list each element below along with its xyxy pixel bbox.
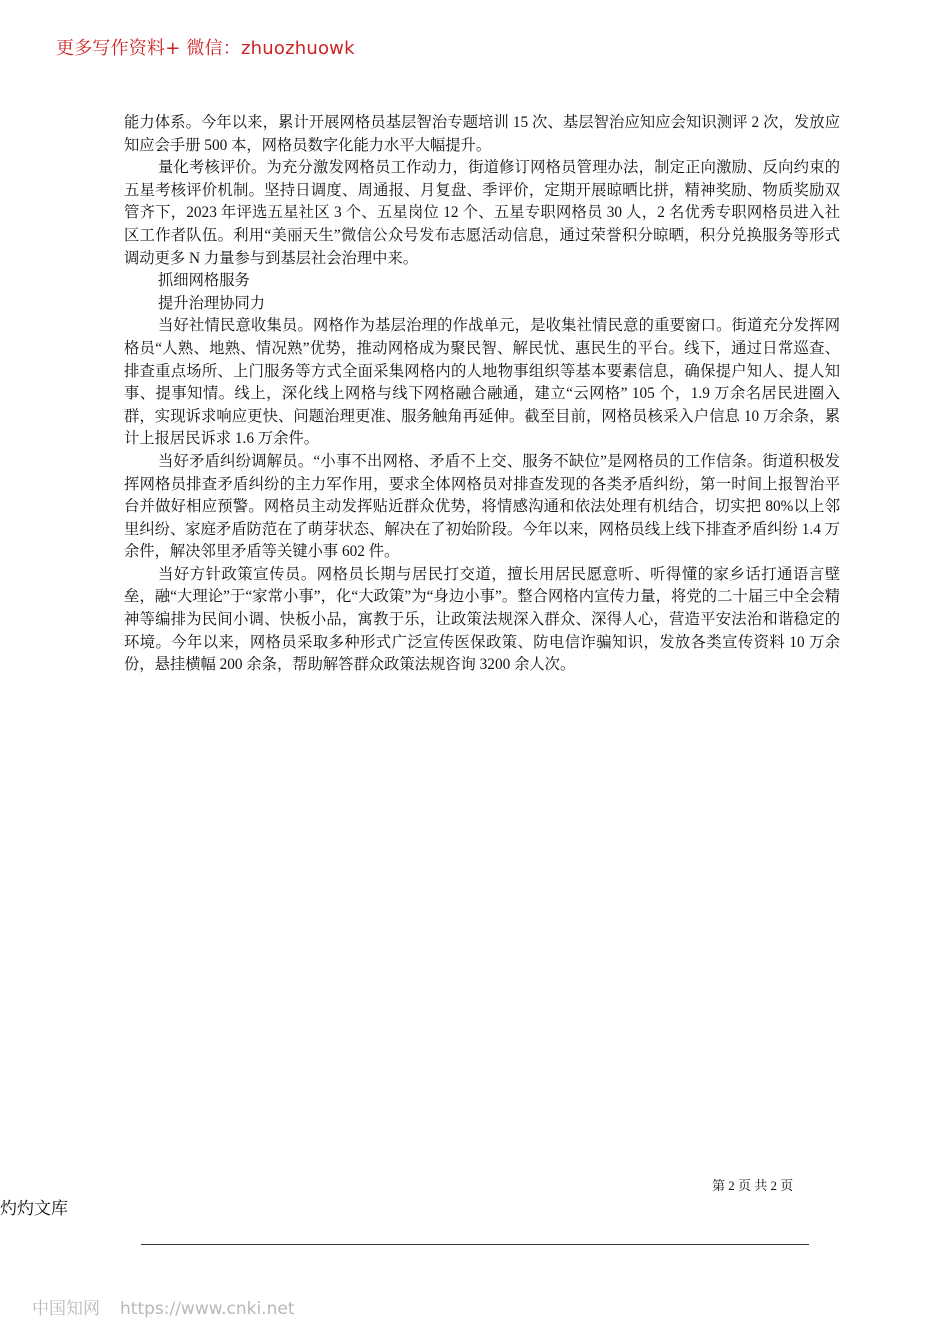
section-heading: 抓细网格服务 (158, 272, 250, 290)
watermark-site-name: 中国知网 (32, 1299, 100, 1319)
library-name: 灼灼文库 (0, 1199, 68, 1219)
paragraph-policy-publicist: 当好方针政策宣传员。网格员长期与居民打交道，擅长用居民愿意听、听得懂的家乡话打通语言壁垒，融“大理论”于“家常小事”，化“大政策”为“身边小事”。整合网格内宣传力量，将党的二十届三中全会精神等编排为民间小调、快板小品，寓教于乐，让政策法规深入群众、深得人心，营造平安法治和谐稳定的环境。今年以来，网格员采取多种形式广泛宣传医保政策、防电信诈骗知识，发放各类宣传资料 10 万余份，悬挂横幅 200 余条，帮助解答群众政策法规咨询 3200 余人次。 (124, 565, 840, 674)
document-body (124, 112, 840, 677)
page-number: 第 2 页 共 2 页 (712, 1178, 794, 1193)
section-subheading: 提升治理协同力 (158, 294, 266, 312)
watermark-url: https://www.cnki.net (120, 1299, 295, 1319)
paragraph-assessment: 量化考核评价。为充分激发网格员工作动力，街道修订网格员管理办法，制定正向激励、反向约束的五星考核评价机制。坚持日调度、周通报、月复盘、季评价，定期开展晾晒比拼，精神奖励、物质奖励双管齐下，2023 年评选五星社区 3 个、五星岗位 12 个、五星专职网格员 30 人，2 名优秀专职网格员进入社区工作者队伍。利用“美丽天生”微信公众号发布志愿活动信息，通过荣誉积分晾晒，积分兑换服务等形式调动更多 N 力量参与到基层社会治理中来。 (124, 159, 840, 267)
promo-banner: 更多写作资料+ 微信：zhuozhuowk (56, 38, 355, 59)
paragraph-opinion-collector: 当好社情民意收集员。网格作为基层治理的作战单元，是收集社情民意的重要窗口。街道充分发挥网格员“人熟、地熟、情况熟”优势，推动网格成为聚民智、解民忧、惠民生的平台。线下，通过日常巡查、排查重点场所、上门服务等方式全面采集网格内的人地物事组织等基本要素信息，确保提户知人、提人知事、提事知情。线上，深化线上网格与线下网格融合融通，建立“云网格” 105 个，1.9 万余名居民进圈入群，实现诉求响应更快、问题治理更准、服务触角再延伸。截至目前，网格员核采入户信息 10 万余条，累计上报居民诉求 1.6 万余件。 (124, 317, 840, 448)
paragraph-continuation: 能力体系。今年以来，累计开展网格员基层智治专题培训 15 次、基层智治应知应会知识测评 2 次，发放应知应会手册 500 本，网格员数字化能力水平大幅提升。 (124, 114, 840, 154)
paragraph-dispute-mediator: 当好矛盾纠纷调解员。“小事不出网格、矛盾不上交、服务不缺位”是网格员的工作信条。街道积极发挥网格员排查矛盾纠纷的主力军作用，要求全体网格员对排查发现的各类矛盾纠纷，第一时间上报智治平台并做好相应预警。网格员主动发挥贴近群众优势，将情感沟通和依法处理有机结合，切实把 80%以上邻里纠纷、家庭矛盾防范在了萌芽状态、解决在了初始阶段。今年以来，网格员线上线下排查矛盾纠纷 1.4 万余件，解决邻里矛盾等关键小事 602 件。 (124, 452, 840, 561)
cnki-watermark (32, 1294, 294, 1319)
footer-divider (141, 1244, 809, 1245)
